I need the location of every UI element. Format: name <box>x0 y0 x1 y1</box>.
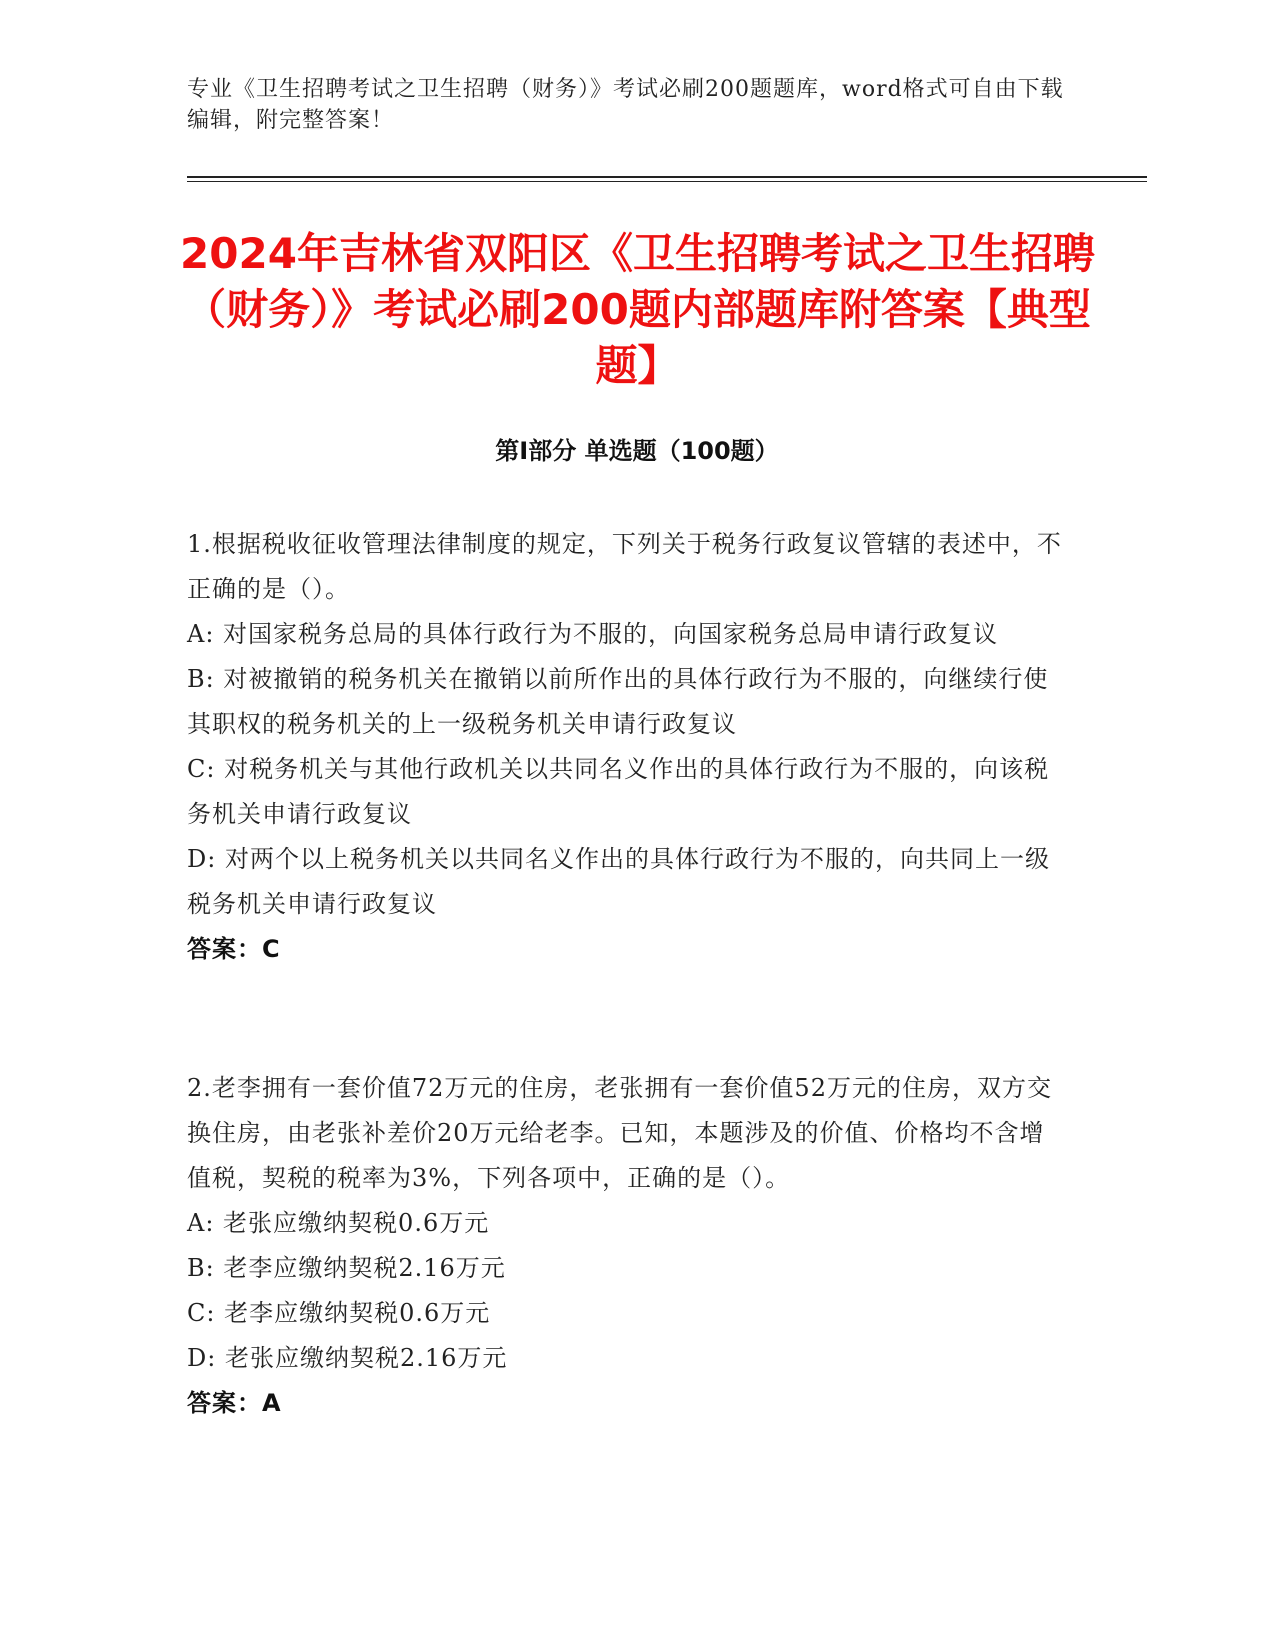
question-stem: 2.老李拥有一套价值72万元的住房，老张拥有一套价值52万元的住房，双方交换住房，由老张补差价20万元给老李。已知，本题涉及的价值、价格均不含增值税，契税的税率为3%，下列各项中，正确的是（）。 <box>187 1074 1052 1192</box>
option-c: C: 对税务机关与其他行政机关以共同名义作出的具体行政行为不服的，向该税务机关申请行政复议 <box>187 755 1050 828</box>
answer-line: 答案：A <box>187 1389 282 1417</box>
question-2 <box>187 1066 1067 1426</box>
header-divider-thin <box>187 181 1147 182</box>
document-title: 2024年吉林省双阳区《卫生招聘考试之卫生招聘（财务）》考试必刷200题内部题库附答案【典型题】 <box>180 229 1095 390</box>
header-divider <box>187 176 1147 182</box>
option-d: D: 对两个以上税务机关以共同名义作出的具体行政行为不服的，向共同上一级税务机关申请行政复议 <box>187 845 1050 918</box>
header-divider-thick <box>187 176 1147 178</box>
option-a: A: 对国家税务总局的具体行政行为不服的，向国家税务总局申请行政复议 <box>187 620 999 648</box>
question-1 <box>187 522 1067 972</box>
option-b: B: 老李应缴纳契税2.16万元 <box>187 1254 506 1282</box>
option-a: A: 老张应缴纳契税0.6万元 <box>187 1209 490 1237</box>
answer-line: 答案：C <box>187 935 281 963</box>
question-stem: 1.根据税收征收管理法律制度的规定，下列关于税务行政复议管辖的表述中，不正确的是（）。 <box>187 530 1062 603</box>
header-note: 专业《卫生招聘考试之卫生招聘（财务）》考试必刷200题题库，word格式可自由下载编辑，附完整答案！ <box>187 77 1064 133</box>
option-c: C: 老李应缴纳契税0.6万元 <box>187 1299 491 1327</box>
option-b: B: 对被撤销的税务机关在撤销以前所作出的具体行政行为不服的，向继续行使其职权的税务机关的上一级税务机关申请行政复议 <box>187 665 1049 738</box>
option-d: D: 老张应缴纳契税2.16万元 <box>187 1344 508 1372</box>
section-heading: 第I部分 单选题（100题） <box>495 437 779 465</box>
